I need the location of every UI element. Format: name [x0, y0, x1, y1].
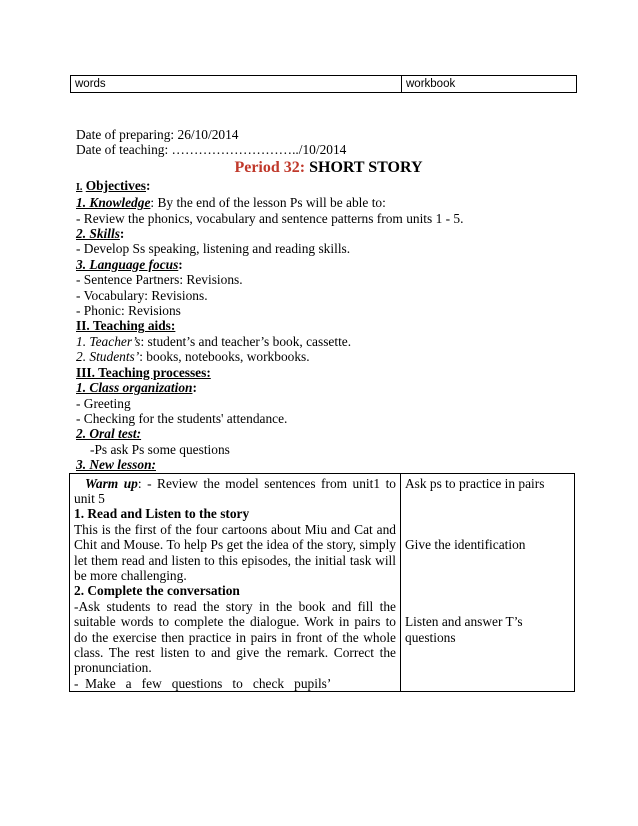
warmup-paragraph: [74, 476, 396, 507]
warmup-label: Warm up: [84, 475, 138, 491]
list-item: - Sentence Partners: Revisions.: [76, 272, 243, 288]
questions-text: - Make a few questions to check pupils’: [74, 675, 332, 691]
new-lesson-label: 3. New lesson:: [76, 457, 156, 473]
skills-item: - Develop Ss speaking, listening and reading skills.: [76, 241, 351, 257]
table-row: [70, 473, 575, 692]
table-row: [71, 76, 577, 93]
list-item: - Greeting: [76, 395, 131, 411]
objectives-heading: I. Objectives:: [76, 177, 151, 193]
complete-title: 2. Complete the conversation: [74, 583, 240, 599]
class-org-line: 1. Class organization:: [76, 380, 197, 396]
lesson-table: [69, 473, 575, 693]
teacher-aids-line: [76, 334, 581, 349]
period-title: SHORT STORY: [309, 158, 423, 176]
list-item: - Checking for the students' attendance.: [76, 410, 288, 426]
skills-line: 2. Skills:: [76, 226, 125, 242]
knowledge-item: - Review the phonics, vocabulary and sentence patterns from units 1 - 5.: [76, 210, 464, 226]
lesson-plan: [76, 127, 581, 692]
warmup-text: : - Review the model sentences from unit1 to unit 5: [74, 475, 396, 506]
lesson-steps-cell: [70, 473, 401, 692]
complete-text: -Ask students to read the story in the book and fill the suitable words to complete the dialogue. Work in pairs to do the exercise then practice in pairs in front of the whole class. The rest listen to and give the remark. Correct the pronunciation.: [74, 598, 396, 676]
skills-label: 2. Skills: [76, 226, 120, 242]
students-text: : books, notebooks, workbooks.: [139, 349, 310, 365]
teacher-label: 1. Teacher’s: [76, 333, 141, 349]
teaching-aids-heading: II. Teaching aids:: [76, 318, 176, 334]
activity-answer: Listen and answer T’s questions: [405, 614, 523, 645]
read-listen-text: This is the first of the four cartoons about Miu and Cat and Chit and Mouse. To help Ps get the idea of the story, simply let them read and listen to this episodes, the initial task will be more challenging.: [74, 521, 396, 583]
language-focus-line: 3. Language focus:: [76, 256, 183, 272]
oral-test-label: 2. Oral test:: [76, 426, 142, 442]
knowledge-text: : By the end of the lesson Ps will be able to:: [150, 195, 386, 211]
language-focus-label: 3. Language focus: [76, 256, 179, 272]
student-activity-cell: [401, 473, 575, 692]
list-item: - Phonic: Revisions: [76, 303, 181, 319]
period-heading: [76, 158, 581, 178]
knowledge-line: [76, 195, 581, 210]
processes-heading: III. Teaching processes:: [76, 364, 211, 380]
period-label: Period 32:: [234, 158, 306, 176]
top-table: [70, 75, 577, 93]
objectives-num: I.: [76, 181, 83, 193]
students-label: 2. Students’: [76, 349, 140, 365]
activity-identification: Give the identification: [405, 536, 526, 552]
date-preparing: Date of preparing: 26/10/2014: [76, 127, 239, 142]
students-aids-line: [76, 349, 581, 364]
top-left-cell: words: [71, 76, 402, 93]
knowledge-label: 1. Knowledge: [76, 195, 151, 211]
list-item: - Vocabulary: Revisions.: [76, 287, 208, 303]
oral-test-item: -Ps ask Ps some questions: [90, 441, 230, 457]
activity-pairs: Ask ps to practice in pairs: [405, 475, 545, 491]
class-org-label: 1. Class organization: [76, 380, 193, 396]
objectives-title: Objectives: [85, 177, 147, 193]
teacher-text: : student’s and teacher’s book, cassette.: [140, 333, 352, 349]
read-listen-title: 1. Read and Listen to the story: [74, 506, 250, 522]
date-teaching: Date of teaching: ………………………../10/2014: [76, 142, 347, 158]
top-right-cell: workbook: [402, 76, 577, 93]
